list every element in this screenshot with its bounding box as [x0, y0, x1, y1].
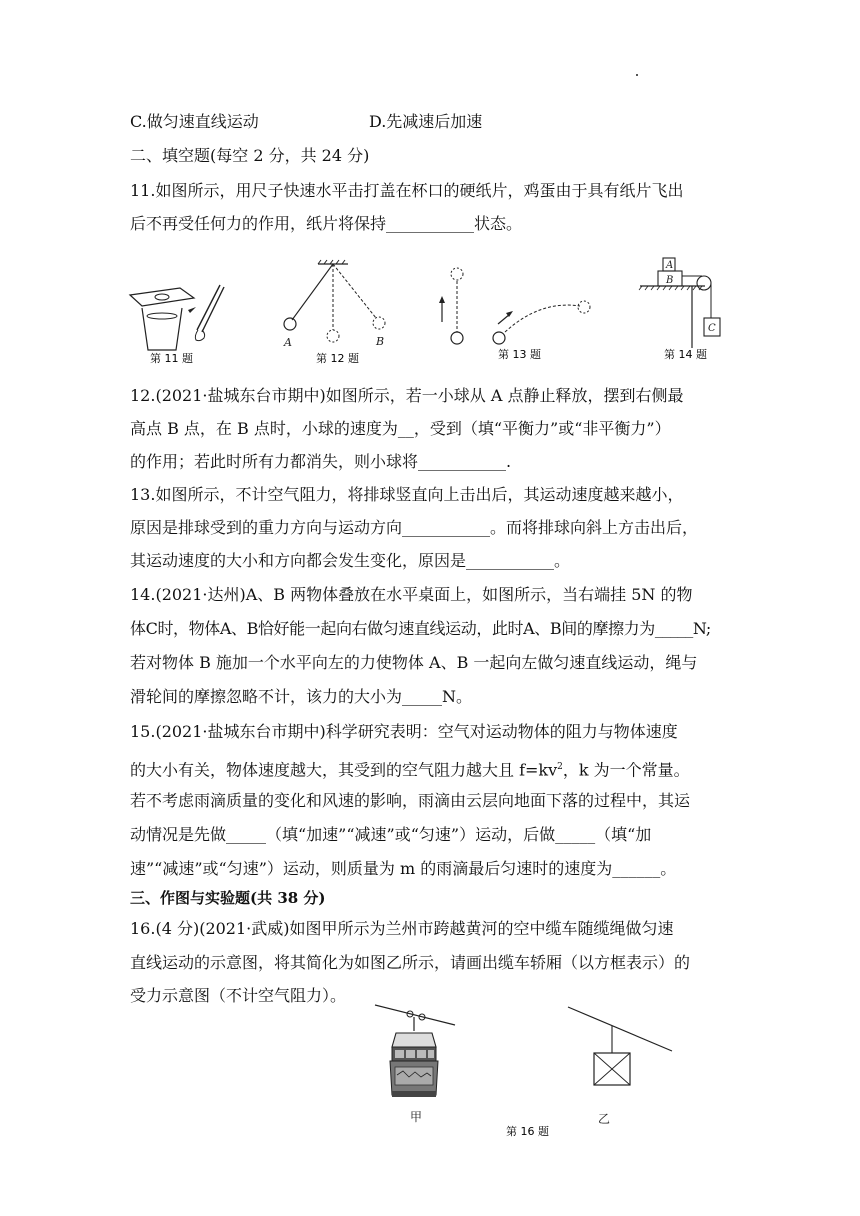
q13-line-3: 其运动速度的大小和方向都会发生变化，原因是___________。 [130, 551, 571, 570]
option-c: C.做匀速直线运动 [130, 112, 259, 131]
section-2-heading: 二、填空题(每空 2 分，共 24 分) [130, 146, 370, 165]
q14-line-2: 体C时，物体A、B恰好能一起向右做匀速直线运动，此时A、B间的摩擦力为_____N; [130, 619, 711, 638]
label-block-a: A [666, 260, 674, 271]
q12-line-3: 的作用；若此时所有力都消失，则小球将___________. [130, 452, 512, 471]
label-yi: 乙 [598, 1112, 611, 1126]
figure-13 [439, 268, 590, 344]
q14-line-4: 滑轮间的摩擦忽略不计，该力的大小为_____N。 [130, 687, 473, 706]
q15-line-1: 15.(2021·盐城东台市期中)科学研究表明：空气对运动物体的阻力与物体速度 [130, 722, 678, 741]
q15-superscript: 2 [557, 762, 563, 772]
q13-line-2: 原因是排球受到的重力方向与运动方向___________。而将排球向斜上方击出后， [130, 518, 699, 537]
figure-11 [130, 285, 224, 350]
q14-line-3: 若对物体 B 施加一个水平向左的力使物体 A、B 一起向左做匀速直线运动，绳与 [130, 653, 698, 672]
caption-11: 第 11 题 [150, 352, 193, 365]
q12-line-1: 12.(2021·盐城东台市期中)如图所示，若一小球从 A 点静止释放，摆到右侧最 [130, 386, 684, 405]
caption-12: 第 12 题 [316, 352, 359, 365]
q16-line-1: 16.(4 分)(2021·武威)如图甲所示为兰州市跨越黄河的空中缆车随缆绳做匀速 [130, 919, 674, 938]
simplified-drawing [568, 1007, 672, 1126]
option-d: D.先减速后加速 [368, 112, 483, 131]
label-jia: 甲 [410, 1110, 423, 1124]
options-cd-line [130, 112, 482, 132]
section-3-heading: 三、作图与实验题(共 38 分) [130, 889, 326, 907]
label-a: A [284, 336, 292, 349]
label-block-b: B [666, 275, 674, 286]
figures-row-11-14 [120, 250, 740, 365]
q13-line-1: 13.如图所示，不计空气阻力，将排球竖直向上击出后，其运动速度越来越小， [130, 485, 684, 504]
q15-line-5: 速”“减速”或“匀速”）运动，则质量为 m 的雨滴最后匀速时的速度为______。 [130, 859, 677, 878]
q15-line-3: 若不考虑雨滴质量的变化和风速的影响，雨滴由云层向地面下落的过程中，其运 [130, 791, 691, 810]
q15-line-2-pre: 的大小有关，物体速度越大，其受到的空气阻力越大且 f=kv [130, 760, 558, 780]
caption-16: 第 16 题 [506, 1125, 549, 1138]
q11-line-1: 11.如图所示，用尺子快速水平击打盖在杯口的硬纸片，鸡蛋由于具有纸片飞出 [130, 181, 684, 200]
figure-16 [370, 995, 690, 1145]
q16-line-3: 受力示意图（不计空气阻力）。 [130, 986, 347, 1005]
q16-line-2: 直线运动的示意图，将其简化为如图乙所示，请画出缆车轿厢（以方框表示）的 [130, 953, 691, 972]
q15-line-4: 动情况是先做_____（填“加速”“减速”或“匀速”）运动，后做_____（填“加 [130, 825, 652, 844]
q14-line-1: 14.(2021·达州)A、B 两物体叠放在水平桌面上，如图所示，当右端挂 5N 的物 [130, 585, 693, 604]
q12-line-2: 高点 B 点，在 B 点时，小球的速度为__，受到（填“平衡力”或“非平衡力”） [130, 419, 671, 438]
caption-14: 第 14 题 [664, 348, 707, 361]
q15-line-2-post: ，k 为一个常量。 [562, 760, 690, 780]
q11-line-2: 后不再受任何力的作用，纸片将保持___________状态。 [130, 214, 523, 233]
figure-12 [283, 260, 385, 349]
label-block-c: C [708, 323, 716, 334]
page-mark [636, 74, 638, 76]
figure-14 [639, 258, 720, 348]
label-b: B [376, 335, 385, 348]
cable-car-drawing [375, 1005, 455, 1124]
caption-13: 第 13 题 [498, 348, 541, 361]
q15-line-2 [130, 757, 690, 780]
